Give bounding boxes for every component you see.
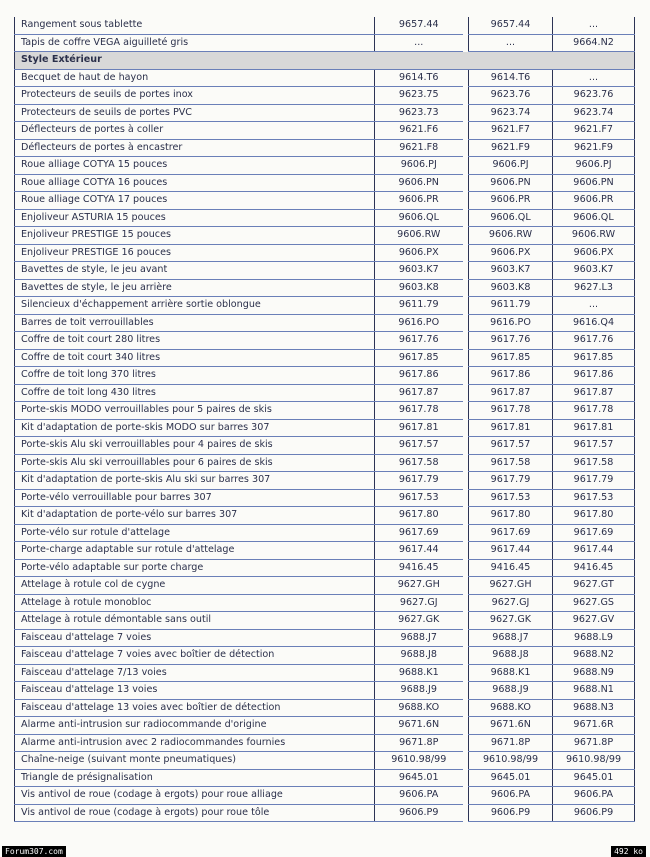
table-row [15,454,635,472]
item-label: Coffre de toit court 340 litres [15,349,375,367]
table-row [15,139,635,157]
reference-col-2: 9606.PA [469,787,553,805]
table-row [15,489,635,507]
item-label: Roue alliage COTYA 15 pouces [15,157,375,175]
reference-col-2: 9617.80 [469,507,553,525]
reference-col-2: 9603.K8 [469,279,553,297]
reference-col-2: 9617.44 [469,542,553,560]
accessory-table-body [15,17,635,822]
table-row [15,87,635,105]
reference-col-3: 9617.58 [553,454,635,472]
reference-col-1: 9606.RW [375,227,463,245]
reference-col-3: 9617.79 [553,472,635,490]
reference-col-2: 9610.98/99 [469,752,553,770]
reference-col-2: 9603.K7 [469,262,553,280]
reference-col-2: 9688.J7 [469,629,553,647]
reference-col-1: 9617.85 [375,349,463,367]
reference-col-1: 9623.75 [375,87,463,105]
reference-col-3: 9623.74 [553,104,635,122]
item-label: Vis antivol de roue (codage à ergots) pour roue tôle [15,804,375,822]
reference-col-1: 9606.QL [375,209,463,227]
reference-col-1: 9617.69 [375,524,463,542]
reference-col-1: 9617.81 [375,419,463,437]
reference-col-3: 9617.69 [553,524,635,542]
item-label: Porte-vélo adaptable sur porte charge [15,559,375,577]
item-label: Bavettes de style, le jeu avant [15,262,375,280]
item-label: Faisceau d'attelage 7 voies avec boîtier de détection [15,647,375,665]
reference-col-1: 9645.01 [375,769,463,787]
reference-col-1: 9623.73 [375,104,463,122]
table-row [15,577,635,595]
reference-col-3: 9688.N3 [553,699,635,717]
item-label: Triangle de présignalisation [15,769,375,787]
reference-col-1: 9610.98/99 [375,752,463,770]
table-row [15,209,635,227]
reference-col-1: 9621.F8 [375,139,463,157]
reference-col-1: 9657.44 [375,17,463,34]
item-label: Vis antivol de roue (codage à ergots) pour roue alliage [15,787,375,805]
reference-col-2: 9617.58 [469,454,553,472]
reference-col-3: 9617.80 [553,507,635,525]
item-label: Porte-skis Alu ski verrouillables pour 4 paires de skis [15,437,375,455]
item-label: Porte-vélo sur rotule d'attelage [15,524,375,542]
reference-col-1: 9614.T6 [375,69,463,87]
reference-col-1: 9627.GJ [375,594,463,612]
item-label: Alarme anti-intrusion sur radiocommande d'origine [15,717,375,735]
reference-col-2: 9671.8P [469,734,553,752]
item-label: Kit d'adaptation de porte-skis MODO sur barres 307 [15,419,375,437]
reference-col-3: 9671.6R [553,717,635,735]
reference-col-2: 9606.PJ [469,157,553,175]
item-label: Roue alliage COTYA 17 pouces [15,192,375,210]
reference-col-3: ... [553,69,635,87]
reference-col-3: 9416.45 [553,559,635,577]
reference-col-1: 9621.F6 [375,122,463,140]
reference-col-2: 9688.KO [469,699,553,717]
item-label: Porte-skis MODO verrouillables pour 5 paires de skis [15,402,375,420]
table-row [15,524,635,542]
table-row [15,297,635,315]
table-row [15,559,635,577]
reference-col-2: 9617.86 [469,367,553,385]
reference-col-2: 9671.6N [469,717,553,735]
table-row [15,402,635,420]
reference-col-2: 9657.44 [469,17,553,34]
reference-col-3: 9688.N2 [553,647,635,665]
table-row [15,804,635,822]
reference-col-1: 9617.79 [375,472,463,490]
table-row [15,192,635,210]
table-row [15,367,635,385]
table-row [15,69,635,87]
item-label: Kit d'adaptation de porte-skis Alu ski sur barres 307 [15,472,375,490]
item-label: Attelage à rotule démontable sans outil [15,612,375,630]
reference-col-3: 9606.QL [553,209,635,227]
reference-col-1: 9606.PN [375,174,463,192]
item-label: Tapis de coffre VEGA aiguilleté gris [15,34,375,52]
item-label: Faisceau d'attelage 7 voies [15,629,375,647]
reference-col-3: 9606.PX [553,244,635,262]
reference-col-2: 9621.F7 [469,122,553,140]
reference-col-3: 9627.GT [553,577,635,595]
reference-col-3: 9606.PJ [553,157,635,175]
table-row [15,262,635,280]
item-label: Barres de toit verrouillables [15,314,375,332]
table-row [15,542,635,560]
reference-col-3: 9617.57 [553,437,635,455]
reference-col-3: 9627.L3 [553,279,635,297]
item-label: Attelage à rotule col de cygne [15,577,375,595]
item-label: Coffre de toit long 370 litres [15,367,375,385]
reference-col-1: 9688.KO [375,699,463,717]
item-label: Porte-vélo verrouillable pour barres 307 [15,489,375,507]
section-header [15,52,635,70]
reference-col-1: 9617.44 [375,542,463,560]
reference-col-1: 9617.78 [375,402,463,420]
reference-col-2: 9688.J8 [469,647,553,665]
reference-col-2: 9688.K1 [469,664,553,682]
reference-col-1: 9671.8P [375,734,463,752]
reference-col-3: 9606.PN [553,174,635,192]
table-row [15,734,635,752]
table-row [15,349,635,367]
reference-col-3: 9617.85 [553,349,635,367]
file-size-label: 492 ko [611,846,646,857]
item-label: Coffre de toit long 430 litres [15,384,375,402]
reference-col-3: 9617.87 [553,384,635,402]
item-label: Protecteurs de seuils de portes PVC [15,104,375,122]
item-label: Porte-skis Alu ski verrouillables pour 6 paires de skis [15,454,375,472]
reference-col-3: 9610.98/99 [553,752,635,770]
reference-col-1: 9606.PA [375,787,463,805]
reference-col-1: 9688.J8 [375,647,463,665]
reference-col-3: 9617.81 [553,419,635,437]
reference-col-1: 9617.80 [375,507,463,525]
reference-col-2: 9606.QL [469,209,553,227]
reference-col-2: 9606.PX [469,244,553,262]
item-label: Enjoliveur PRESTIGE 16 pouces [15,244,375,262]
table-row [15,769,635,787]
table-row [15,17,635,34]
reference-col-1: 9627.GH [375,577,463,595]
table-row [15,104,635,122]
reference-col-2: 9627.GJ [469,594,553,612]
table-row [15,384,635,402]
table-row [15,594,635,612]
reference-col-3: 9627.GS [553,594,635,612]
reference-col-2: 9617.81 [469,419,553,437]
item-label: Enjoliveur ASTURIA 15 pouces [15,209,375,227]
reference-col-3: 9606.RW [553,227,635,245]
reference-col-3: ... [553,17,635,34]
reference-col-1: 9603.K7 [375,262,463,280]
reference-col-1: 9627.GK [375,612,463,630]
reference-col-2: 9623.74 [469,104,553,122]
reference-col-3: 9617.44 [553,542,635,560]
table-row [15,629,635,647]
reference-col-2: 9617.78 [469,402,553,420]
reference-col-3: 9688.N9 [553,664,635,682]
reference-col-1: 9617.53 [375,489,463,507]
table-row [15,787,635,805]
reference-col-1: 9611.79 [375,297,463,315]
reference-col-1: ... [375,34,463,52]
table-row [15,437,635,455]
reference-col-1: 9606.PR [375,192,463,210]
table-row [15,682,635,700]
reference-col-2: 9617.79 [469,472,553,490]
table-row [15,717,635,735]
table-row [15,279,635,297]
reference-col-2: 9606.PN [469,174,553,192]
reference-col-1: 9617.87 [375,384,463,402]
table-row [15,507,635,525]
reference-col-2: 9617.76 [469,332,553,350]
reference-col-3: 9623.76 [553,87,635,105]
reference-col-1: 9616.PO [375,314,463,332]
table-row [15,314,635,332]
reference-col-3: 9664.N2 [553,34,635,52]
reference-col-2: 9611.79 [469,297,553,315]
reference-col-3: 9606.PA [553,787,635,805]
reference-col-2: 9623.76 [469,87,553,105]
reference-col-1: 9617.58 [375,454,463,472]
reference-col-2: 9606.P9 [469,804,553,822]
site-watermark: Forum307.com [2,846,66,857]
table-row [15,157,635,175]
reference-col-3: ... [553,297,635,315]
item-label: Déflecteurs de portes à coller [15,122,375,140]
table-row [15,612,635,630]
table-row [15,34,635,52]
item-label: Rangement sous tablette [15,17,375,34]
item-label: Silencieux d'échappement arrière sortie oblongue [15,297,375,315]
accessory-price-list [14,17,634,822]
reference-col-1: 9416.45 [375,559,463,577]
table-row [15,122,635,140]
item-label: Enjoliveur PRESTIGE 15 pouces [15,227,375,245]
item-label: Becquet de haut de hayon [15,69,375,87]
reference-col-2: 9688.J9 [469,682,553,700]
table-row [15,227,635,245]
reference-col-2: 9614.T6 [469,69,553,87]
item-label: Faisceau d'attelage 7/13 voies [15,664,375,682]
reference-col-2: 9606.PR [469,192,553,210]
table-row [15,419,635,437]
reference-col-3: 9606.P9 [553,804,635,822]
table-row [15,699,635,717]
reference-col-1: 9688.J9 [375,682,463,700]
reference-col-2: 9617.85 [469,349,553,367]
page-footer [0,846,650,857]
reference-col-2: 9617.87 [469,384,553,402]
reference-col-2: 9617.53 [469,489,553,507]
reference-col-2: 9616.PO [469,314,553,332]
item-label: Faisceau d'attelage 13 voies avec boîtier de détection [15,699,375,717]
reference-col-2: ... [469,34,553,52]
accessory-table [14,17,635,822]
item-label: Porte-charge adaptable sur rotule d'attelage [15,542,375,560]
table-row [15,244,635,262]
reference-col-1: 9688.K1 [375,664,463,682]
reference-col-1: 9603.K8 [375,279,463,297]
reference-col-1: 9606.PJ [375,157,463,175]
reference-col-3: 9617.53 [553,489,635,507]
reference-col-2: 9627.GK [469,612,553,630]
reference-col-3: 9617.76 [553,332,635,350]
reference-col-3: 9616.Q4 [553,314,635,332]
reference-col-2: 9645.01 [469,769,553,787]
reference-col-2: 9606.RW [469,227,553,245]
table-row [15,472,635,490]
item-label: Roue alliage COTYA 16 pouces [15,174,375,192]
reference-col-2: 9621.F9 [469,139,553,157]
item-label: Coffre de toit court 280 litres [15,332,375,350]
reference-col-2: 9617.57 [469,437,553,455]
item-label: Protecteurs de seuils de portes inox [15,87,375,105]
table-row [15,174,635,192]
reference-col-1: 9688.J7 [375,629,463,647]
reference-col-3: 9688.N1 [553,682,635,700]
reference-col-1: 9617.76 [375,332,463,350]
item-label: Kit d'adaptation de porte-vélo sur barres 307 [15,507,375,525]
reference-col-3: 9645.01 [553,769,635,787]
reference-col-2: 9617.69 [469,524,553,542]
reference-col-3: 9627.GV [553,612,635,630]
reference-col-3: 9621.F7 [553,122,635,140]
reference-col-3: 9617.86 [553,367,635,385]
reference-col-2: 9627.GH [469,577,553,595]
reference-col-1: 9606.PX [375,244,463,262]
item-label: Attelage à rotule monobloc [15,594,375,612]
reference-col-3: 9617.78 [553,402,635,420]
reference-col-3: 9671.8P [553,734,635,752]
reference-col-1: 9606.P9 [375,804,463,822]
item-label: Alarme anti-intrusion avec 2 radiocommandes fournies [15,734,375,752]
reference-col-3: 9606.PR [553,192,635,210]
reference-col-1: 9671.6N [375,717,463,735]
item-label: Faisceau d'attelage 13 voies [15,682,375,700]
reference-col-2: 9416.45 [469,559,553,577]
reference-col-1: 9617.86 [375,367,463,385]
table-row [15,332,635,350]
reference-col-1: 9617.57 [375,437,463,455]
item-label: Chaîne-neige (suivant monte pneumatiques) [15,752,375,770]
table-row [15,664,635,682]
item-label: Déflecteurs de portes à encastrer [15,139,375,157]
table-row [15,752,635,770]
table-row [15,647,635,665]
item-label: Bavettes de style, le jeu arrière [15,279,375,297]
section-title: Style Extérieur [15,52,635,70]
reference-col-3: 9688.L9 [553,629,635,647]
reference-col-3: 9603.K7 [553,262,635,280]
reference-col-3: 9621.F9 [553,139,635,157]
